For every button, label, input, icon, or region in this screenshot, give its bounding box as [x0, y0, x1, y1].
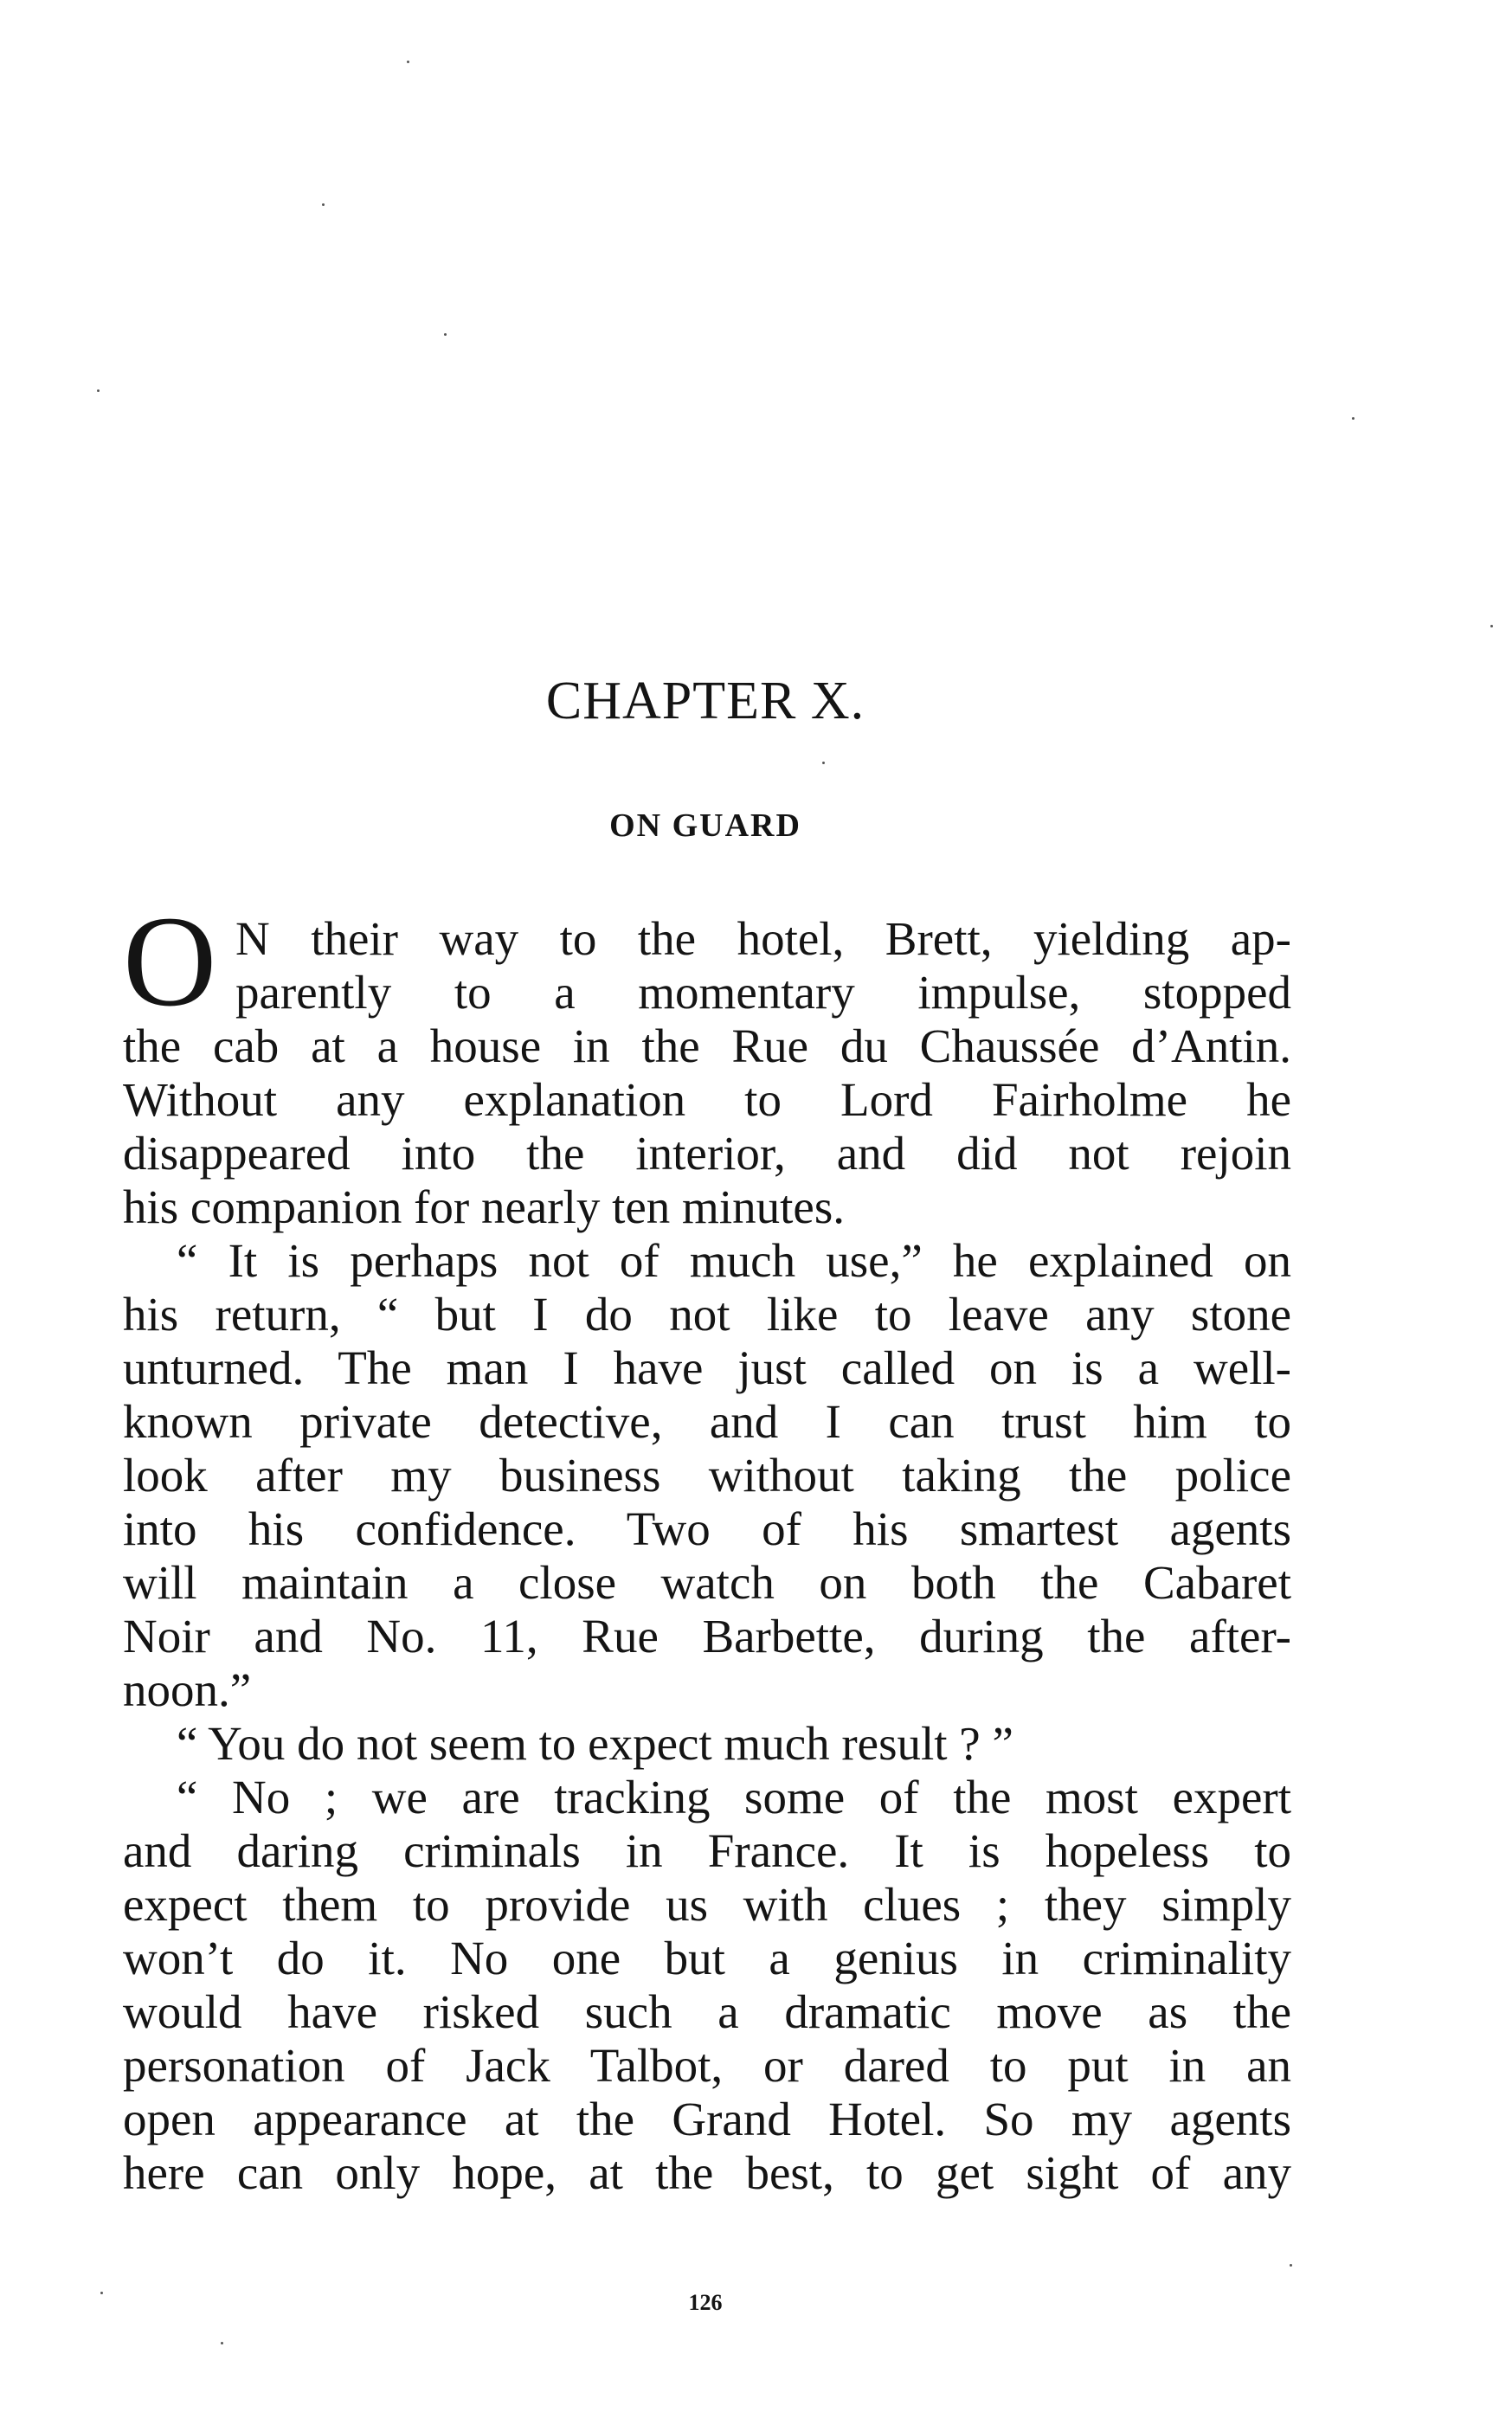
- section-heading: ON GUARD: [609, 807, 801, 844]
- body-line: expect them to provide us with clues ; they simply: [123, 1878, 1291, 1931]
- body-line: unturned. The man I have just called on is a well-: [123, 1341, 1291, 1394]
- body-line: his return, “ but I do not like to leave any stone: [123, 1288, 1291, 1341]
- body-line: N their way to the hotel, Brett, yielding ap-: [235, 912, 1291, 965]
- scan-speck: [1490, 625, 1493, 627]
- body-line: will maintain a close watch on both the Cabaret: [123, 1556, 1291, 1609]
- body-line: won’t do it. No one but a genius in criminality: [123, 1932, 1291, 1984]
- body-line: personation of Jack Talbot, or dared to put in an: [123, 2039, 1291, 2092]
- body-line: disappeared into the interior, and did not rejoin: [123, 1127, 1291, 1180]
- body-line: noon.”: [123, 1663, 252, 1716]
- body-line: “ You do not seem to expect much result ? ”: [177, 1717, 1013, 1770]
- scan-speck: [822, 762, 825, 764]
- page-number: 126: [688, 2290, 723, 2315]
- body-line: Without any explanation to Lord Fairholme he: [123, 1073, 1291, 1126]
- body-line: his companion for nearly ten minutes.: [123, 1180, 845, 1233]
- body-line: here can only hope, at the best, to get sight of any: [123, 2146, 1291, 2199]
- scan-speck: [97, 389, 100, 392]
- body-line: Noir and No. 11, Rue Barbette, during the after-: [123, 1610, 1291, 1662]
- body-line: known private detective, and I can trust him to: [123, 1395, 1291, 1448]
- body-text: [123, 912, 1291, 2200]
- body-line: look after my business without taking the police: [123, 1449, 1291, 1502]
- scan-speck: [100, 2292, 103, 2294]
- body-line: the cab at a house in the Rue du Chaussée d’Antin.: [123, 1019, 1291, 1072]
- body-line: “ No ; we are tracking some of the most expert: [177, 1771, 1291, 1823]
- scan-speck: [322, 203, 325, 206]
- drop-cap: O: [123, 890, 217, 1033]
- body-line: would have risked such a dramatic move as the: [123, 1985, 1291, 2038]
- body-line: and daring criminals in France. It is hopeless to: [123, 1824, 1291, 1877]
- body-line: open appearance at the Grand Hotel. So my agents: [123, 2093, 1291, 2145]
- scan-speck: [407, 61, 409, 63]
- body-line: “ It is perhaps not of much use,” he explained on: [177, 1234, 1291, 1287]
- scan-speck: [444, 333, 447, 336]
- body-line: into his confidence. Two of his smartest agents: [123, 1502, 1291, 1555]
- chapter-heading: CHAPTER X.: [545, 672, 865, 730]
- scan-speck: [221, 2342, 223, 2344]
- scan-speck: [1352, 417, 1354, 420]
- scan-speck: [1290, 2264, 1292, 2267]
- body-line: parently to a momentary impulse, stopped: [235, 966, 1291, 1019]
